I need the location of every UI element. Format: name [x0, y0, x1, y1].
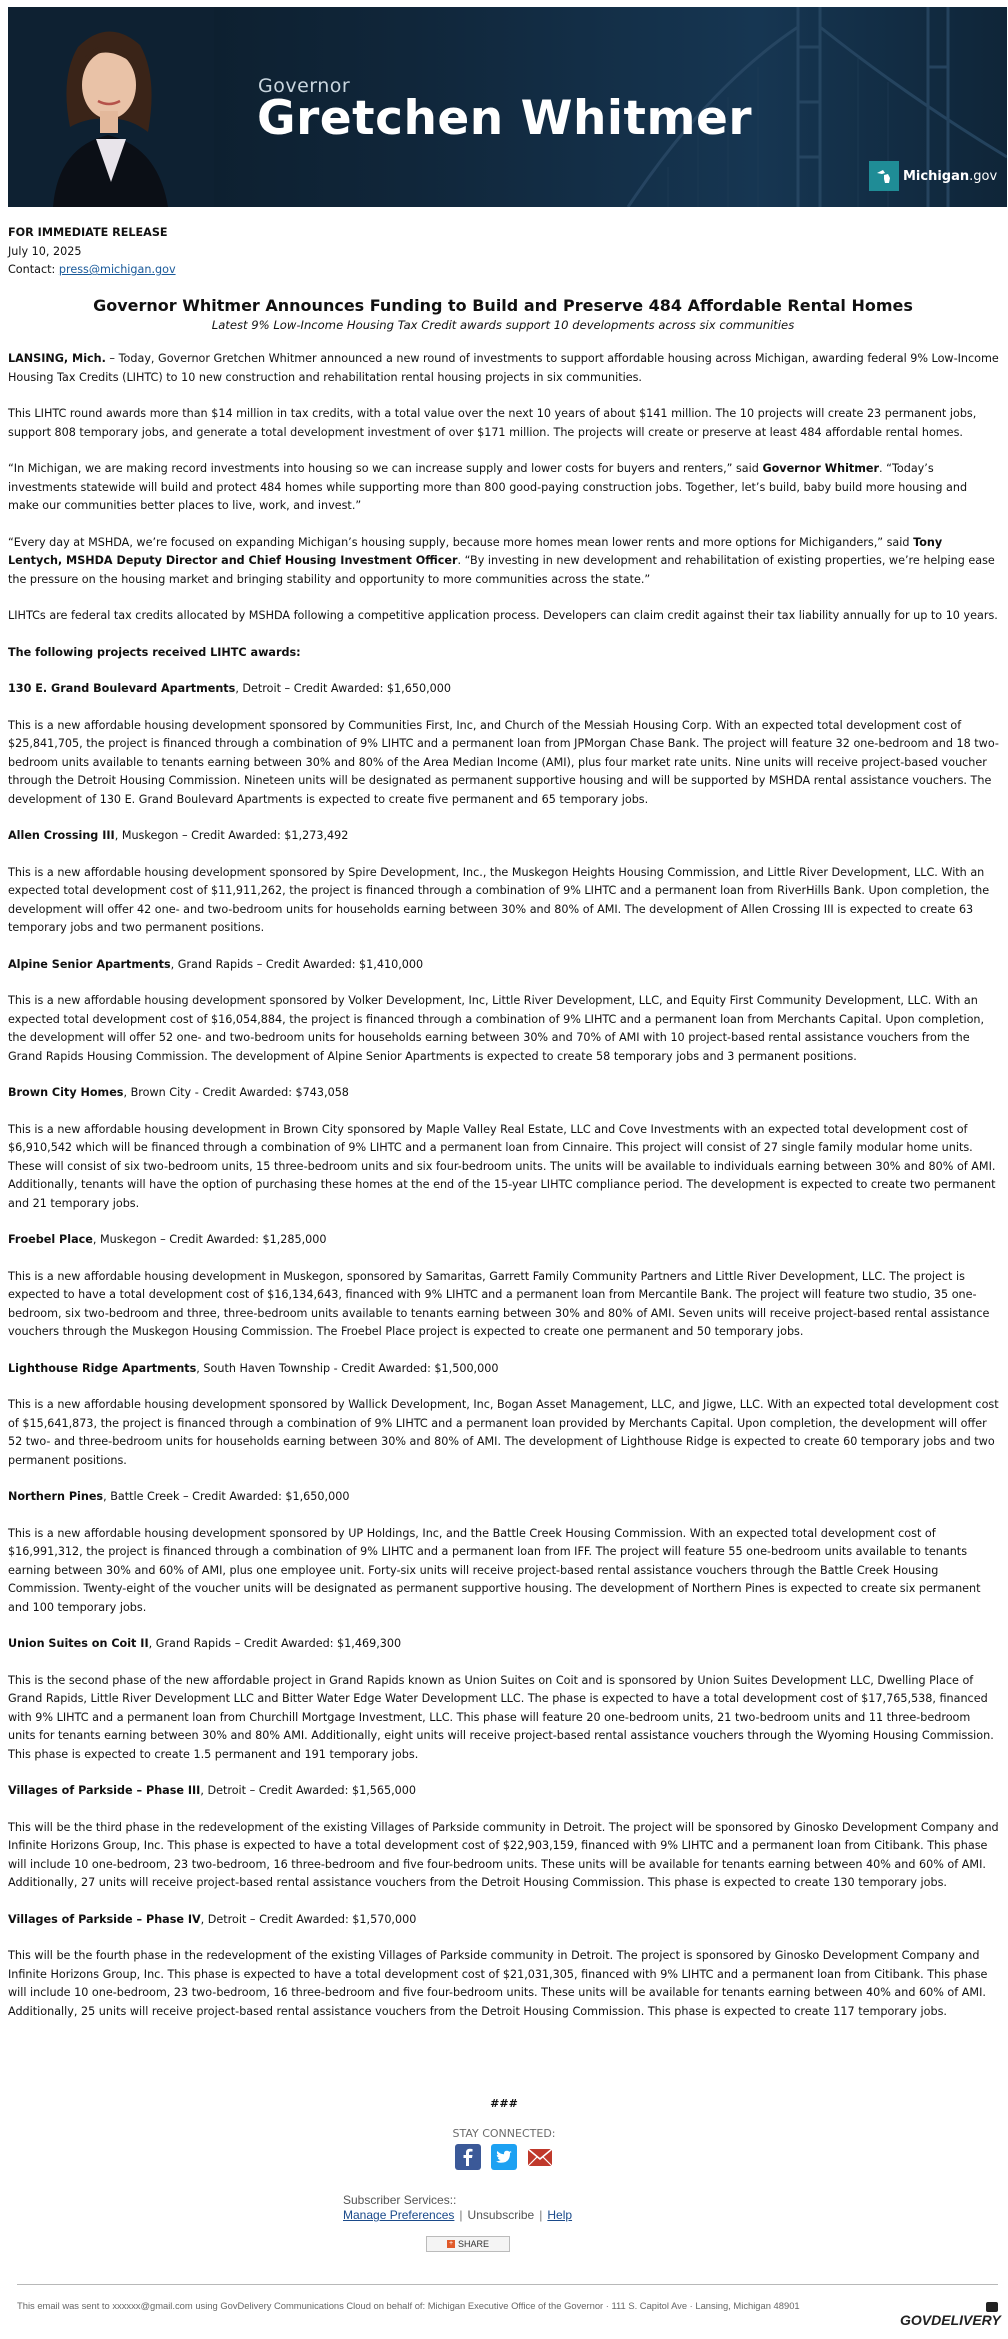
project-title: Union Suites on Coit II, Grand Rapids – Credit Awarded: $1,469,300	[8, 1637, 402, 1650]
footer-divider	[17, 2284, 998, 2285]
projects-heading: The following projects received LIHTC awards:	[8, 645, 301, 659]
project-title: Froebel Place, Muskegon – Credit Awarded: $1,285,000	[8, 1233, 327, 1246]
project-description: This is the second phase of the new affordable project in Grand Rapids known as Union Suites on Coit and is sponsored by Union Suites Development LLC, Dwelling Place of Grand Rapids, Little River Development LLC and Bitter Water Edge Water Development LLC. The phase is expected to have a total development cost of $17,765,538, financed with 9% LIHTC and a permanent loan from Churchill Mortgage Investment, LLC. This phase will feature 20 one-bedroom units, 21 two-bedroom units and 11 three-bedroom units for tenants earning between 30% and 80% AMI. Additionally, eight units will receive project-based rental assistance vouchers through the Wyoming Housing Commission. This phase is expected to create 1.5 permanent and 191 temporary jobs.	[8, 1673, 994, 1761]
project-title: Northern Pines, Battle Creek – Credit Awarded: $1,650,000	[8, 1490, 350, 1503]
share-icon: +	[448, 2240, 454, 2247]
mshda-quote: “Every day at MSHDA, we’re focused on expanding Michigan’s housing supply, because more homes mean lower rents and more options for Michiganders,” said Tony Lentych, MSHDA Deputy Director and Chief Housing Investment Officer. “By investing in new development and rehabilitation of existing properties, we’re helping ease the pressure on the housing market and bringing stability and opportunity to more communities across the state.”	[8, 535, 995, 586]
manage-preferences-link[interactable]: Manage Preferences	[343, 2208, 455, 2222]
project-description: This is a new affordable housing development sponsored by Communities First, Inc, and Church of the Messiah Housing Corp. With an expected total development cost of $25,841,705, the project is financed through a combination of 9% LIHTC and a permanent loan from JPMorgan Chase Bank. The project will feature 32 one-bedroom and 18 two-bedroom units available to tenants earning between 30% and 80% of the Area Median Income (AMI), plus four market rate units. Nine units will receive project-based voucher through the Detroit Housing Commission. Nineteen units will be designated as permanent supportive housing and will be supported by MSHDA rental assistance vouchers. The development of 130 E. Grand Boulevard Apartments is expected to create five permanent and 65 temporary jobs.	[8, 718, 999, 806]
project-description: This will be the fourth phase in the redevelopment of the existing Villages of Parkside community in Detroit. The project is sponsored by Ginosko Development Company and Infinite Horizons Group, Inc. This phase is expected to have a total development cost of $21,031,305, financed with 9% LIHTC and a permanent loan from Citibank. This phase will include 10 one-bedroom, 23 two-bedroom, 16 three-bedroom and five four-bedroom units. These units will be available for tenants earning between 40% and 60% of AMI. Additionally, 25 units will receive project-based rental assistance vouchers from the Detroit Housing Commission. This phase is expected to create 117 temporary jobs.	[8, 1949, 988, 2018]
twitter-icon[interactable]	[491, 2144, 517, 2170]
michigan-gov-text: Michigan.gov	[903, 168, 998, 184]
project-description: This will be the third phase in the redevelopment of the existing Villages of Parkside community in Detroit. The project will be sponsored by Ginosko Development Company and Infinite Horizons Group, Inc. This phase is expected to have a total development cost of $22,903,159, financed with 9% LIHTC and a permanent loan from Citibank. This phase will include 10 one-bedroom, 23 two-bedroom, 16 three-bedroom and five four-bedroom units. These units will be available for tenants earning between 40% and 60% of AMI. Additionally, 27 units will receive project-based rental assistance vouchers from the Detroit Housing Commission. This phase is expected to create 130 temporary jobs.	[8, 1820, 999, 1889]
project-title: Villages of Parkside – Phase III, Detroit – Credit Awarded: $1,565,000	[8, 1784, 417, 1797]
round-paragraph: This LIHTC round awards more than $14 million in tax credits, with a total value over the next 10 years of about $141 million. The 10 projects will create 23 permanent jobs, support 808 temporary jobs, and generate a total development investment of over $171 million. The projects will create or preserve at least 484 affordable rental homes.	[8, 407, 977, 439]
help-link[interactable]: Help	[547, 2208, 573, 2222]
release-date: July 10, 2025	[8, 244, 82, 258]
speech-bubble-icon	[986, 2302, 998, 2312]
footer-disclaimer: This email was sent to xxxxxx@gmail.com using GovDelivery Communications Cloud on behalf of: Michigan Executive Office of the Governor · 111 S. Capitol Ave · Lansing, Michigan 48901	[17, 2300, 800, 2311]
release-label: FOR IMMEDIATE RELEASE	[8, 226, 168, 239]
project-description: This is a new affordable housing development in Brown City sponsored by Maple Valley Real Estate, LLC and Cove Investments with an expected total development cost of $6,910,542 which will be financed through a combination of 9% LIHTC and a permanent loan from Cinnaire. This project will consist of 27 single family modular home units. These will consist of six two-bedroom units, 15 three-bedroom units and six four-bedroom units. The units will be available to individuals earning between 30% and 80% of AMI. Additionally, tenants will have the option of purchasing these homes at the end of the 15-year LIHTC compliance period. The development is expected to create two permanent and 21 temporary jobs.	[8, 1122, 996, 1210]
release-info	[8, 224, 998, 280]
share-button[interactable]	[426, 2236, 510, 2252]
stay-connected-label: STAY CONNECTED:	[452, 2127, 556, 2140]
article-body	[8, 350, 1000, 2039]
email-icon[interactable]	[527, 2144, 553, 2170]
subscriber-links: Manage Preferences | Unsubscribe | Help	[343, 2208, 573, 2222]
facebook-icon[interactable]	[455, 2144, 481, 2170]
release-contact: Contact: press@michigan.gov	[8, 263, 176, 276]
project-description: This is a new affordable housing development sponsored by UP Holdings, Inc, and the Battle Creek Housing Commission. With an expected total development cost of $16,991,312, the project is financed through a combination of 9% LIHTC and a permanent loan from IFF. The project will feature 55 one-bedroom units available to tenants earning between 30% and 60% of AMI, plus one employee unit. Forty-six units will receive project-based rental assistance vouchers through the Battle Creek Housing Commission. Twenty-eight of the voucher units will be designated as permanent supportive housing. The development of Northern Pines is expected to create six permanent and 100 temporary jobs.	[8, 1526, 981, 1614]
project-title: Lighthouse Ridge Apartments, South Haven Township - Credit Awarded: $1,500,000	[8, 1361, 499, 1375]
contact-email-link[interactable]: press@michigan.gov	[58, 263, 176, 276]
governor-name: Gretchen Whitmer	[257, 91, 753, 146]
michigan-gov-logo[interactable]	[869, 161, 997, 191]
project-title: Villages of Parkside – Phase IV, Detroit – Credit Awarded: $1,570,000	[8, 1912, 417, 1926]
project-description: This is a new affordable housing development sponsored by Volker Development, Inc, Little River Development, LLC, and Equity First Community Development, LLC. With an expected total development cost of $16,054,884, the project is financed through a combination of 9% LIHTC and a permanent loan from Merchants Capital. Upon completion, the development will offer 52 one- and two-bedroom units for households earning between 30% and 70% of AMI with 10 project-based rental assistance vouchers from the Grand Rapids Housing Commission. The development of Alpine Senior Apartments is expected to create 58 temporary jobs and 3 permanent positions.	[8, 994, 985, 1063]
subheadline: Latest 9% Low-Income Housing Tax Credit awards support 10 developments across six communities	[211, 318, 795, 332]
project-title: Allen Crossing III, Muskegon – Credit Awarded: $1,273,492	[8, 829, 349, 842]
project-description: This is a new affordable housing development sponsored by Spire Development, Inc., the Muskegon Heights Housing Commission, and Little River Development, LLC. With an expected total development cost of $11,911,262, the project is financed through a combination of 9% LIHTC and a permanent loan from RiverHills Bank. Upon completion, the development will offer 42 one- and two-bedroom units for households earning between 30% and 80% of AMI. The development of Allen Crossing III is expected to create 63 temporary jobs and two permanent positions.	[8, 865, 990, 934]
subscriber-services	[343, 2193, 572, 2223]
subscriber-services-label: Subscriber Services::	[343, 2193, 457, 2207]
project-description: This is a new affordable housing development sponsored by Wallick Development, Inc, Bogan Asset Management, LLC, and Jigwe, LLC. With an expected total development cost of $15,641,873, the project is financed through a combination of 9% LIHTC and a permanent loan provided by Merchants Capital. Upon completion, the development will offer 52 two- and three-bedroom units for households earning between 30% and 80% of AMI. The development of Lighthouse Ridge is expected to create 60 temporary jobs and two permanent positions.	[8, 1398, 999, 1467]
end-marker: ###	[490, 2097, 518, 2110]
governor-title: Governor	[258, 75, 351, 97]
header-banner	[8, 7, 1007, 207]
social-links	[0, 2144, 1008, 2170]
intro-paragraph: LANSING, Mich. – Today, Governor Gretchen Whitmer announced a new round of investments to support affordable housing across Michigan, awarding federal 9% Low-Income Housing Tax Credits (LIHTC) to 10 new construction and rehabilitation rental housing projects in six communities.	[8, 352, 999, 384]
governor-quote: “In Michigan, we are making record investments into housing so we can increase supply and lower costs for buyers and renters,” said Governor Whitmer. “Today’s investments statewide will build and protect 484 homes while supporting more than 800 good-paying construction jobs. Together, let’s build, baby build more housing and make our communities better places to live, work, and invest.”	[8, 462, 968, 512]
project-description: This is a new affordable housing development in Muskegon, sponsored by Samaritas, Garrett Family Community Partners and Little River Development, LLC. The project is expected to have a total development cost of $16,134,643, financed with 9% LIHTC and a permanent loan from Mercantile Bank. The project will feature two studio, 35 one-bedroom, six two-bedroom and three, three-bedroom units available to tenants earning between 30% and 80% of AMI. Seven units will receive project-based rental assistance vouchers through the Muskegon Housing Commission. The Froebel Place project is expected to create one permanent and 50 temporary jobs.	[8, 1269, 990, 1338]
lihtc-paragraph: LIHTCs are federal tax credits allocated by MSHDA following a competitive application process. Developers can claim credit against their tax liability annually for up to 10 years.	[8, 609, 998, 622]
project-title: Brown City Homes, Brown City - Credit Awarded: $743,058	[8, 1086, 349, 1099]
unsubscribe-link[interactable]: Unsubscribe	[467, 2208, 535, 2222]
project-title: 130 E. Grand Boulevard Apartments, Detroit – Credit Awarded: $1,650,000	[8, 682, 451, 695]
governor-portrait	[8, 7, 214, 207]
govdelivery-logo[interactable]: GOVDELIVERY	[900, 2312, 1001, 2328]
michigan-state-icon	[869, 161, 899, 191]
project-title: Alpine Senior Apartments, Grand Rapids – Credit Awarded: $1,410,000	[8, 957, 424, 971]
headline: Governor Whitmer Announces Funding to Build and Preserve 484 Affordable Rental Homes	[93, 296, 913, 315]
share-label: SHARE	[457, 2239, 489, 2249]
